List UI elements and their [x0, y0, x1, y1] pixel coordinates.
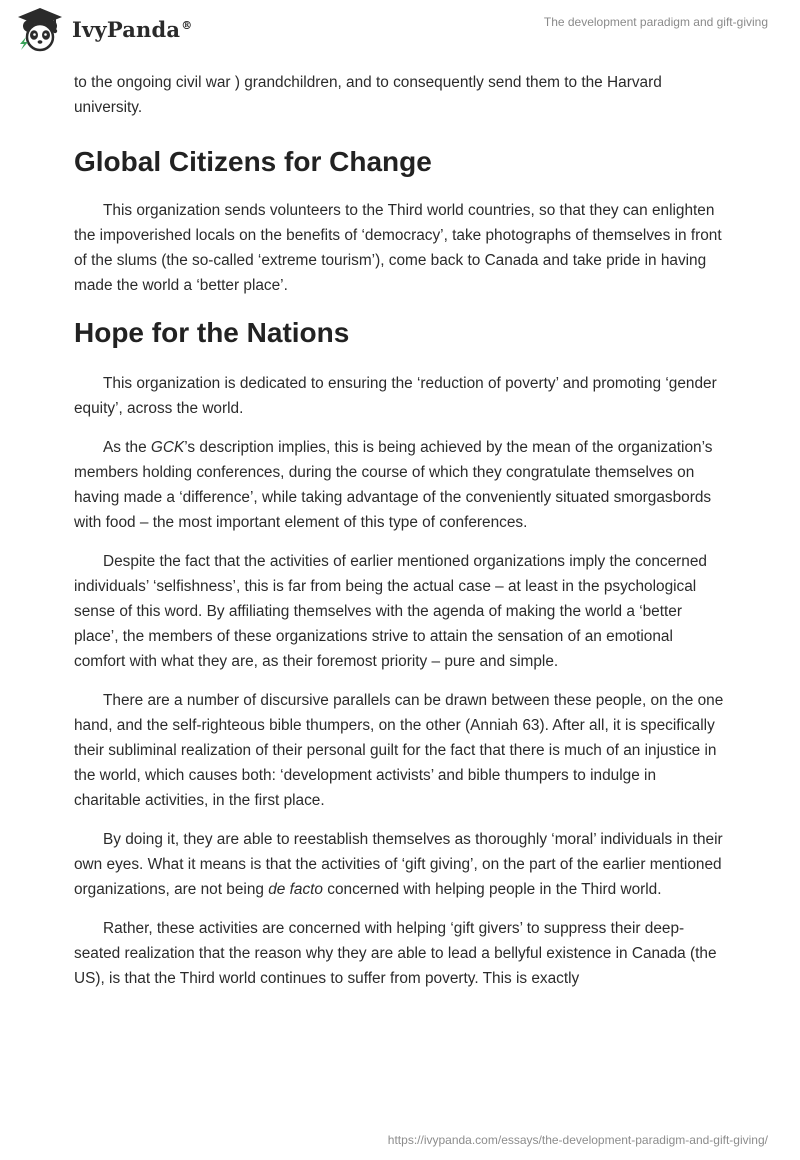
paragraph: Despite the fact that the activities of earlier mentioned organizations imply the concerned individuals’ ‘selfishness’, this is far from being the actual case – at least in the psychological sense of this word. By affiliating themselves with the agenda of making the world a ‘better place’, the members of these organizations strive to attain the sensation of an emotional comfort with what they are, as their foremost priority – pure and simple. — [74, 553, 707, 670]
paragraph: There are a number of discursive parallels can be drawn between these people, on the one hand, and the self-righteous bible thumpers, on the other (Anniah 63). After all, it is specifically their subliminal realization of their personal guilt for the fact that there is much of an injustice in the world, which causes both: ‘development activists’ and bible thumpers to indulge in charitable activities, in the first place. — [74, 692, 724, 809]
ivypanda-logo[interactable] — [14, 6, 192, 52]
paragraph: This organization is dedicated to ensuring the ‘reduction of poverty’ and promoting ‘gender equity’, across the world. — [74, 375, 717, 417]
page-header — [0, 0, 800, 64]
brand-name: IvyPanda® — [72, 16, 193, 42]
source-url[interactable]: https://ivypanda.com/essays/the-development-paradigm-and-gift-giving/ — [387, 1133, 768, 1147]
paragraph-continuation: to the ongoing civil war ) grandchildren, and to consequently send them to the Harvard university. — [74, 74, 662, 116]
document-title: The development paradigm and gift-giving — [543, 15, 768, 29]
section-heading-global-citizens: Global Citizens for Change — [74, 146, 432, 177]
paragraph: As the GCK’s description implies, this is being achieved by the mean of the organization’s members holding conferences, during the course of which they congratulate themselves on having made a ‘difference’, while taking advantage of the conveniently situated smorgasbords with food – the most important element of this type of conferences. — [74, 439, 713, 531]
paragraph: Rather, these activities are concerned with helping ‘gift givers’ to suppress their deep-seated realization that the reason why they are able to lead a bellyful existence in Canada (the US), is that the Third world continues to suffer from poverty. This is exactly — [74, 920, 717, 987]
panda-graduate-icon — [14, 6, 66, 52]
emphasis: GCK — [150, 439, 185, 456]
emphasis: de facto — [268, 881, 323, 898]
paragraph: This organization sends volunteers to the Third world countries, so that they can enlighten the impoverished locals on the benefits of ‘democracy’, take photographs of themselves in front of the slums (the so-called ‘extreme tourism’), come back to Canada and take pride in having made the world a ‘better place’. — [74, 202, 722, 294]
essay-body — [74, 70, 726, 1005]
section-heading-hope-for-the-nations: Hope for the Nations — [74, 317, 350, 348]
paragraph: By doing it, they are able to reestablish themselves as thoroughly ‘moral’ individuals in their own eyes. What it means is that the activities of ‘gift giving’, on the part of the earlier mentioned organizations, are not being de facto concerned with helping people in the Third world. — [74, 831, 723, 898]
